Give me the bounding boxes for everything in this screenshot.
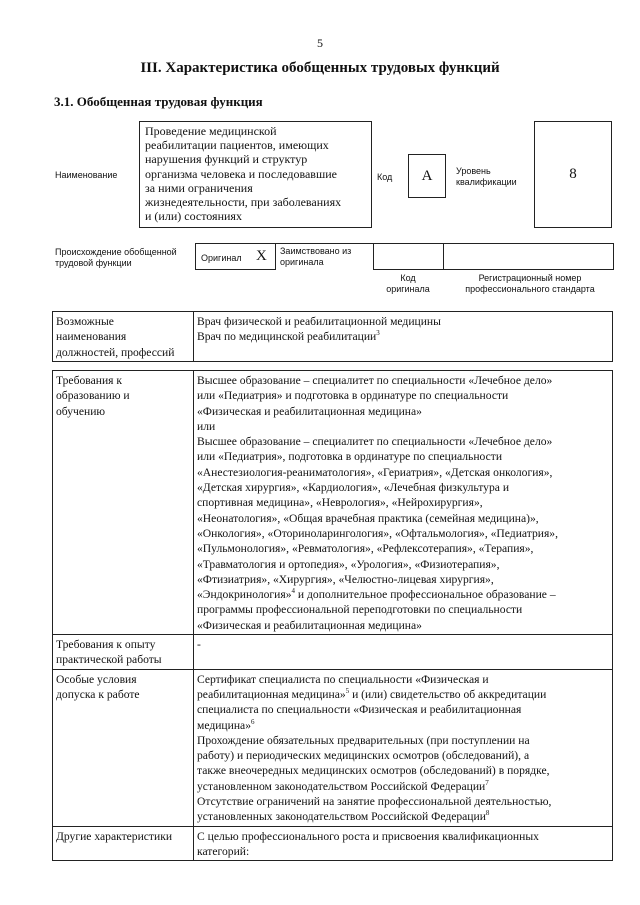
text-line: «Физическая и реабилитационная медицина» <box>197 404 422 418</box>
text-line: реабилитации пациентов, имеющих <box>145 138 329 153</box>
level-label <box>456 166 517 188</box>
text-line: допуска к работе <box>56 687 140 701</box>
text-line: «Анестезиология-реаниматология», «Гериатрия», «Детская онкология», <box>197 465 553 479</box>
footnote-ref: 3 <box>376 329 380 338</box>
text-line: организма человека и последовавшие <box>145 166 337 181</box>
reg-number-caption <box>445 273 615 295</box>
text-line: Сертификат специалиста по специальности «Физическая и <box>197 672 489 686</box>
text-line: наименования <box>56 330 127 344</box>
education-value <box>194 371 613 635</box>
footnote-ref: 5 <box>345 687 350 696</box>
text-line: «Травматология и ортопедия», «Урология», «Физиотерапия», <box>197 557 500 571</box>
text-line: Высшее образование – специалитет по специальности «Лечебное дело» <box>197 435 553 449</box>
positions-table <box>52 311 613 362</box>
text-line: трудовой функции <box>55 258 132 268</box>
text-line: программы профессиональной переподготовки по специальности <box>197 603 523 617</box>
special-conditions-value <box>194 669 613 826</box>
positions-value <box>194 312 613 362</box>
other-label <box>53 826 194 861</box>
text-line: Другие характеристики <box>56 829 173 843</box>
subsection-title: 3.1. Обобщенная трудовая функция <box>54 94 263 109</box>
special-conditions-row <box>53 669 613 826</box>
text-line: обучению <box>56 404 106 418</box>
text-line: и (или) состояниях <box>145 209 242 224</box>
text-line: Происхождение обобщенной <box>55 247 177 257</box>
text-line: за ними ограничения <box>145 180 253 195</box>
text-line: Требования к опыту <box>56 638 156 652</box>
text-line: «Детская хирургия», «Кардиология», «Лечебная физкультура и <box>197 481 510 495</box>
text-line: установленном законодательством Российской Федерации$^7$ <box>197 778 489 793</box>
text-line: Требования к <box>56 374 123 387</box>
text-line: также внеочередных медицинских осмотров (обследований) в порядке, <box>197 764 550 778</box>
education-row <box>53 371 613 635</box>
text-line: Уровень <box>456 166 491 176</box>
original-label: Оригинал <box>201 253 242 263</box>
special-conditions-label <box>53 669 194 826</box>
function-name-text <box>145 124 341 223</box>
text-line: Код <box>400 273 416 283</box>
text-line: профессионального стандарта <box>465 284 595 294</box>
text-line: должностей, профессий <box>56 345 175 359</box>
footnote-ref: 7 <box>485 778 489 787</box>
position-item: Врач физической и реабилитационной медицины <box>197 315 441 328</box>
name-label: Наименование <box>55 170 118 180</box>
section-title: III. Характеристика обобщенных трудовых функций <box>140 60 500 76</box>
text-line: оригинала <box>386 284 430 294</box>
text-line: или <box>197 419 216 433</box>
text-line: квалификации <box>456 177 517 187</box>
text-line: «Пульмонология», «Ревматология», «Рефлексотерапия», «Терапия», <box>197 542 534 556</box>
text-line: нарушения функций и структур <box>145 152 308 167</box>
text-line: спортивная медицина», «Неврология», «Нейрохирургия», <box>197 496 483 510</box>
experience-row <box>53 635 613 670</box>
text-line: или «Педиатрия», подготовка в ординатуре по специальности <box>197 450 503 464</box>
positions-label <box>53 312 194 362</box>
text-line: Проведение медицинской <box>145 124 277 138</box>
origin-label <box>55 247 177 269</box>
code-value: А <box>408 154 446 198</box>
text-line: Высшее образование – специалитет по специальности «Лечебное дело» <box>197 374 553 387</box>
text-line: специалиста по специальности «Физическая и реабилитационная <box>197 703 522 717</box>
footnote-ref: 4 <box>291 587 296 596</box>
text-line: образованию и <box>56 389 130 403</box>
text-line: Отсутствие ограничений на занятие профессиональной деятельностью, <box>197 795 552 809</box>
text-line: жизнедеятельности, при заболеваниях <box>145 195 342 210</box>
text-line: работу) и периодических медицинских осмотров (обследований), а <box>197 749 530 763</box>
text-line: Регистрационный номер <box>478 273 582 283</box>
page-number: 5 <box>317 36 323 50</box>
text-line: Прохождение обязательных предварительных (при поступлении на <box>197 733 530 747</box>
text-line: оригинала <box>280 257 324 267</box>
function-name-box <box>139 121 372 228</box>
text-line: или «Педиатрия» и подготовка в ординатуре по специальности <box>197 389 509 403</box>
other-value <box>194 826 613 861</box>
text-line: реабилитационная медицина»$^5$ и (или) свидетельство об аккредитации <box>197 687 547 701</box>
level-value: 8 <box>534 121 612 228</box>
text-line: «Фтизиатрия», «Хирургия», «Челюстно-лицевая хирургия», <box>197 572 494 586</box>
text-line: практической работы <box>56 653 162 667</box>
text-line: установленных законодательством Российской Федерации$^8$ <box>197 809 490 824</box>
position-item: Врач по медицинской реабилитации <box>197 330 377 344</box>
text-line: «Неонатология», «Общая врачебная практика (семейная медицина)», <box>197 511 539 525</box>
requirements-table <box>52 370 613 861</box>
text-line: «Эндокринология»$^4$ и дополнительное профессиональное образование – <box>197 587 556 602</box>
text-line: Заимствовано из <box>280 246 352 256</box>
code-label: Код <box>377 172 393 182</box>
original-mark: X <box>256 248 267 264</box>
borrowed-label <box>280 246 351 268</box>
text-line: С целью профессионального роста и присвоения квалификационных <box>197 829 539 843</box>
experience-value: - <box>194 635 613 670</box>
text-line: «Физическая и реабилитационная медицина» <box>197 618 422 632</box>
experience-label <box>53 635 194 670</box>
other-row <box>53 826 613 861</box>
footnote-ref: 8 <box>485 809 490 818</box>
footnote-ref: 6 <box>251 717 255 726</box>
text-line: категорий: <box>197 844 250 858</box>
text-line: медицина»$^6$ <box>197 717 255 732</box>
text-line: Возможные <box>56 315 114 328</box>
code-original-caption <box>373 273 443 295</box>
education-label <box>53 371 194 635</box>
text-line: Особые условия <box>56 672 137 686</box>
text-line: «Онкология», «Оториноларингология», «Офтальмология», «Педиатрия», <box>197 526 558 540</box>
